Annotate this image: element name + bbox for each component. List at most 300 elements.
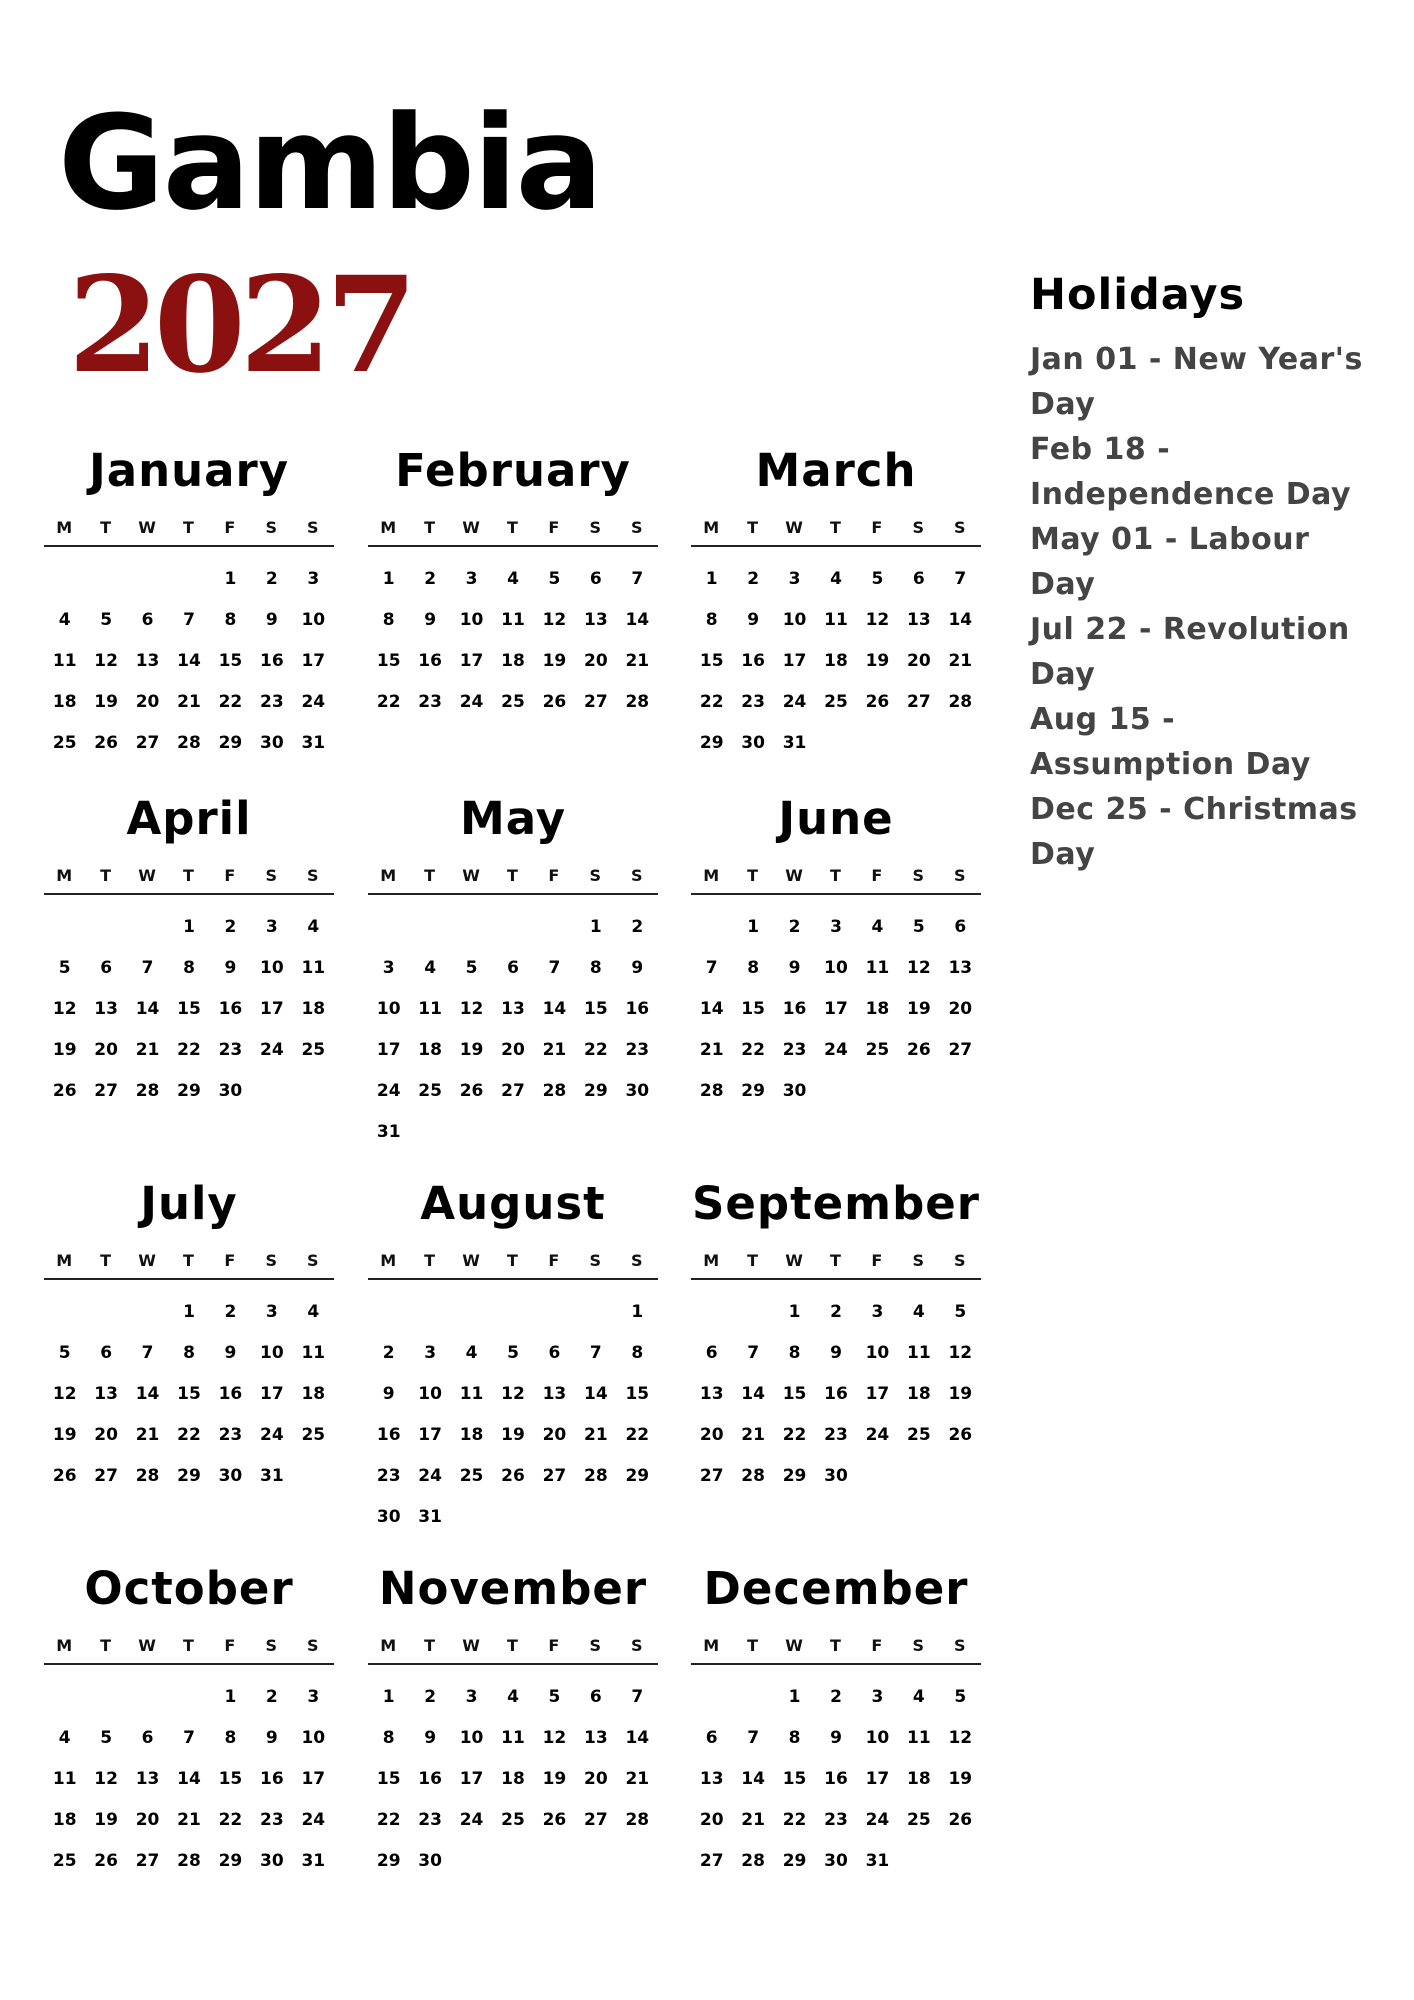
day-cell: 3 <box>382 958 395 978</box>
day-cell: 24 <box>459 692 484 712</box>
day-cell: 23 <box>741 692 765 712</box>
day-cell: 28 <box>741 1466 765 1486</box>
day-cell: 6 <box>100 1343 113 1363</box>
day-cell: 3 <box>871 1302 884 1322</box>
day-cell: 8 <box>788 1728 801 1748</box>
day-cell: 24 <box>260 1040 284 1060</box>
month-name: August <box>420 1177 606 1230</box>
day-cell: 5 <box>507 1343 519 1363</box>
day-cell: 31 <box>782 733 807 753</box>
month-name: January <box>88 444 290 497</box>
day-cell: 9 <box>265 610 278 630</box>
day-cell: 23 <box>418 1810 442 1830</box>
day-cell: 31 <box>301 1851 326 1871</box>
day-cell: 4 <box>424 958 437 978</box>
day-cell: 13 <box>699 1769 724 1789</box>
day-cell: 17 <box>782 651 807 671</box>
weekday-label: F <box>224 518 237 537</box>
day-cell: 3 <box>465 569 478 589</box>
month-october <box>44 1558 334 1882</box>
day-cell: 16 <box>418 1769 442 1789</box>
day-cell: 1 <box>382 569 395 589</box>
day-cell: 15 <box>741 999 765 1019</box>
day-cell: 30 <box>218 1466 243 1486</box>
day-cell: 17 <box>418 1425 442 1445</box>
month-name: February <box>395 444 631 497</box>
country-title: Gambia <box>58 87 602 239</box>
day-cell: 2 <box>265 1687 278 1707</box>
day-cell: 23 <box>824 1425 848 1445</box>
weekday-label: F <box>224 1251 237 1270</box>
day-cell: 10 <box>301 1728 326 1748</box>
weekday-label: T <box>507 866 519 885</box>
day-cell: 1 <box>788 1687 801 1707</box>
weekday-header <box>691 866 981 895</box>
day-cell: 1 <box>382 1687 395 1707</box>
weekday-label: S <box>630 866 644 885</box>
weekday-label: S <box>306 866 320 885</box>
day-cell: 26 <box>52 1466 77 1486</box>
day-cell: 15 <box>782 1384 807 1404</box>
day-cell: 13 <box>584 610 608 630</box>
weekday-label: T <box>424 518 437 537</box>
day-cell: 15 <box>376 651 401 671</box>
day-cell: 25 <box>418 1081 442 1101</box>
day-cell: 26 <box>948 1810 973 1830</box>
month-name: March <box>755 444 917 497</box>
weekday-label: W <box>785 866 804 885</box>
day-cell: 8 <box>631 1343 644 1363</box>
day-cell: 10 <box>865 1728 890 1748</box>
day-cell: 3 <box>871 1687 884 1707</box>
day-cell: 27 <box>584 1810 608 1830</box>
day-cell: 2 <box>424 569 437 589</box>
weekday-label: T <box>747 1636 760 1655</box>
day-cell: 21 <box>542 1040 567 1060</box>
day-cell: 8 <box>224 1728 237 1748</box>
day-cell: 21 <box>625 651 650 671</box>
day-cell: 7 <box>183 610 195 630</box>
day-cell: 22 <box>741 1040 765 1060</box>
day-cell: 8 <box>382 1728 395 1748</box>
day-empty <box>451 1292 492 1333</box>
weekday-label: M <box>380 518 398 537</box>
day-cell: 31 <box>260 1466 284 1486</box>
day-cell: 27 <box>94 1466 118 1486</box>
day-cell: 21 <box>741 1425 765 1445</box>
day-empty <box>127 907 168 948</box>
day-cell: 11 <box>865 958 890 978</box>
weekday-label: M <box>56 1251 74 1270</box>
day-cell: 10 <box>376 999 401 1019</box>
weekday-label: T <box>507 1636 519 1655</box>
day-empty <box>691 1292 732 1333</box>
day-cell: 7 <box>141 958 154 978</box>
weekday-label: T <box>183 866 195 885</box>
day-cell: 24 <box>301 1810 326 1830</box>
day-cell: 29 <box>177 1466 201 1486</box>
day-cell: 23 <box>625 1040 650 1060</box>
day-cell: 19 <box>865 651 890 671</box>
day-cell: 26 <box>542 1810 567 1830</box>
day-cell: 9 <box>224 958 237 978</box>
day-cell: 3 <box>265 917 278 937</box>
day-cell: 10 <box>418 1384 442 1404</box>
weekday-label: W <box>462 1251 481 1270</box>
weekday-label: T <box>424 866 437 885</box>
day-cell: 25 <box>907 1810 931 1830</box>
day-cell: 11 <box>52 651 77 671</box>
day-cell: 9 <box>224 1343 237 1363</box>
day-cell: 19 <box>907 999 931 1019</box>
day-grid <box>368 547 658 723</box>
day-cell: 26 <box>948 1425 973 1445</box>
month-name: December <box>703 1562 969 1615</box>
day-cell: 10 <box>782 610 807 630</box>
weekday-label: M <box>380 1636 398 1655</box>
day-cell: 3 <box>307 569 320 589</box>
day-cell: 16 <box>260 1769 284 1789</box>
day-cell: 7 <box>183 1728 195 1748</box>
weekday-label: F <box>871 1636 884 1655</box>
day-cell: 23 <box>260 1810 284 1830</box>
day-cell: 22 <box>376 692 401 712</box>
month-name: June <box>778 792 894 845</box>
day-cell: 20 <box>699 1810 724 1830</box>
day-cell: 8 <box>382 610 395 630</box>
day-cell: 19 <box>459 1040 484 1060</box>
day-cell: 5 <box>954 1302 967 1322</box>
day-cell: 5 <box>100 1728 113 1748</box>
weekday-label: S <box>265 1636 279 1655</box>
day-cell: 24 <box>260 1425 284 1445</box>
day-cell: 3 <box>265 1302 278 1322</box>
day-cell: 17 <box>301 1769 326 1789</box>
day-cell: 9 <box>830 1728 842 1748</box>
day-cell: 12 <box>501 1384 525 1404</box>
month-name: April <box>126 792 252 845</box>
day-cell: 12 <box>865 610 890 630</box>
day-cell: 5 <box>912 917 925 937</box>
day-cell: 28 <box>625 1810 650 1830</box>
day-grid <box>691 1280 981 1497</box>
day-cell: 21 <box>741 1810 765 1830</box>
day-cell: 18 <box>907 1384 931 1404</box>
weekday-label: W <box>462 1636 481 1655</box>
day-cell: 30 <box>741 733 765 753</box>
day-cell: 10 <box>260 1343 284 1363</box>
day-cell: 3 <box>424 1343 437 1363</box>
day-cell: 26 <box>94 733 118 753</box>
day-cell: 27 <box>542 1466 567 1486</box>
day-cell: 1 <box>589 917 602 937</box>
day-cell: 26 <box>459 1081 484 1101</box>
day-empty <box>168 1677 209 1718</box>
day-cell: 7 <box>747 1728 760 1748</box>
holiday-item: Feb 18 - Independence Day <box>1030 432 1352 513</box>
day-cell: 30 <box>260 1851 284 1871</box>
day-cell: 23 <box>260 692 284 712</box>
day-cell: 27 <box>135 1851 160 1871</box>
day-empty <box>691 1677 732 1718</box>
day-empty <box>534 907 575 948</box>
day-empty <box>168 559 209 600</box>
day-cell: 4 <box>58 1728 71 1748</box>
day-cell: 4 <box>307 1302 320 1322</box>
weekday-label: S <box>265 518 279 537</box>
weekday-label: T <box>747 1251 760 1270</box>
day-cell: 22 <box>376 1810 401 1830</box>
day-cell: 16 <box>218 999 243 1019</box>
weekday-label: S <box>589 518 603 537</box>
day-cell: 30 <box>418 1851 442 1871</box>
weekday-label: W <box>462 866 481 885</box>
day-cell: 14 <box>625 610 650 630</box>
day-cell: 18 <box>501 1769 525 1789</box>
day-cell: 11 <box>459 1384 484 1404</box>
day-cell: 13 <box>135 1769 160 1789</box>
day-cell: 22 <box>584 1040 608 1060</box>
day-cell: 12 <box>542 610 567 630</box>
day-cell: 4 <box>871 917 884 937</box>
day-cell: 5 <box>100 610 113 630</box>
day-cell: 26 <box>52 1081 77 1101</box>
day-cell: 20 <box>94 1040 118 1060</box>
day-cell: 1 <box>183 917 195 937</box>
holiday-item: Dec 25 - Christmas Day <box>1030 792 1358 873</box>
day-cell: 25 <box>907 1425 931 1445</box>
day-cell: 3 <box>830 917 842 937</box>
day-cell: 4 <box>465 1343 478 1363</box>
day-cell: 4 <box>830 569 842 589</box>
month-may <box>368 788 658 1153</box>
day-cell: 20 <box>948 999 973 1019</box>
day-cell: 8 <box>747 958 760 978</box>
weekday-label: T <box>100 1251 113 1270</box>
weekday-header <box>691 518 981 547</box>
weekday-label: S <box>589 1636 603 1655</box>
weekday-header <box>691 1251 981 1280</box>
day-cell: 29 <box>741 1081 765 1101</box>
day-cell: 11 <box>52 1769 77 1789</box>
weekday-label: M <box>380 866 398 885</box>
day-cell: 30 <box>625 1081 650 1101</box>
day-cell: 24 <box>782 692 807 712</box>
day-cell: 12 <box>52 999 77 1019</box>
day-cell: 31 <box>865 1851 890 1871</box>
day-empty <box>451 907 492 948</box>
day-cell: 22 <box>699 692 724 712</box>
day-cell: 6 <box>589 1687 602 1707</box>
day-empty <box>44 1292 85 1333</box>
day-cell: 21 <box>584 1425 608 1445</box>
day-cell: 13 <box>501 999 525 1019</box>
weekday-label: T <box>830 1636 842 1655</box>
day-cell: 20 <box>542 1425 567 1445</box>
day-cell: 12 <box>907 958 931 978</box>
day-grid <box>44 1280 334 1497</box>
month-december <box>691 1558 981 1882</box>
day-cell: 13 <box>948 958 973 978</box>
day-cell: 20 <box>501 1040 525 1060</box>
weekday-label: S <box>306 518 320 537</box>
day-cell: 3 <box>465 1687 478 1707</box>
day-cell: 30 <box>782 1081 807 1101</box>
day-cell: 18 <box>52 692 77 712</box>
day-cell: 28 <box>948 692 973 712</box>
weekday-label: F <box>548 518 561 537</box>
day-cell: 23 <box>218 1040 243 1060</box>
day-cell: 16 <box>218 1384 243 1404</box>
weekday-label: T <box>100 866 113 885</box>
weekday-label: W <box>138 1636 157 1655</box>
day-cell: 12 <box>948 1728 973 1748</box>
day-cell: 24 <box>824 1040 848 1060</box>
weekday-label: T <box>183 1636 195 1655</box>
day-cell: 21 <box>135 1425 160 1445</box>
weekday-label: S <box>306 1636 320 1655</box>
day-cell: 28 <box>177 1851 201 1871</box>
day-cell: 25 <box>301 1040 326 1060</box>
day-cell: 4 <box>507 1687 519 1707</box>
weekday-header <box>368 518 658 547</box>
day-cell: 10 <box>459 610 484 630</box>
day-cell: 29 <box>699 733 724 753</box>
month-august <box>368 1173 658 1538</box>
day-cell: 2 <box>382 1343 395 1363</box>
day-cell: 2 <box>224 1302 237 1322</box>
day-cell: 2 <box>265 569 278 589</box>
day-cell: 21 <box>948 651 973 671</box>
holiday-list <box>1030 337 1380 877</box>
weekday-label: T <box>830 866 842 885</box>
day-cell: 17 <box>865 1384 890 1404</box>
day-cell: 20 <box>699 1425 724 1445</box>
day-cell: 7 <box>631 1687 644 1707</box>
month-name: November <box>378 1562 648 1615</box>
day-cell: 21 <box>699 1040 724 1060</box>
day-cell: 24 <box>376 1081 401 1101</box>
day-cell: 4 <box>507 569 519 589</box>
day-cell: 18 <box>52 1810 77 1830</box>
day-cell: 15 <box>376 1769 401 1789</box>
calendar-grid <box>44 440 994 1920</box>
day-cell: 5 <box>871 569 884 589</box>
day-cell: 25 <box>301 1425 326 1445</box>
weekday-label: W <box>785 1636 804 1655</box>
day-cell: 27 <box>135 733 160 753</box>
day-empty <box>127 1292 168 1333</box>
day-cell: 29 <box>625 1466 650 1486</box>
day-cell: 6 <box>589 569 602 589</box>
day-cell: 19 <box>94 1810 118 1830</box>
day-empty <box>44 907 85 948</box>
day-grid <box>368 1665 658 1882</box>
day-cell: 6 <box>912 569 925 589</box>
day-empty <box>575 1292 616 1333</box>
day-cell: 20 <box>135 692 160 712</box>
day-cell: 19 <box>52 1040 77 1060</box>
day-cell: 2 <box>424 1687 437 1707</box>
day-cell: 9 <box>788 958 801 978</box>
day-cell: 26 <box>94 1851 118 1871</box>
day-cell: 29 <box>782 1851 807 1871</box>
weekday-label: S <box>912 1636 926 1655</box>
weekday-label: T <box>100 1636 113 1655</box>
day-cell: 11 <box>501 610 525 630</box>
day-cell: 27 <box>501 1081 525 1101</box>
day-cell: 9 <box>424 610 437 630</box>
day-cell: 13 <box>907 610 931 630</box>
month-november <box>368 1558 658 1882</box>
holiday-item: Jan 01 - New Year's Day <box>1030 342 1363 423</box>
day-cell: 27 <box>948 1040 973 1060</box>
day-cell: 5 <box>465 958 478 978</box>
day-grid <box>691 1665 981 1882</box>
day-cell: 10 <box>865 1343 890 1363</box>
day-cell: 22 <box>177 1040 201 1060</box>
day-cell: 18 <box>501 651 525 671</box>
day-cell: 23 <box>418 692 442 712</box>
day-cell: 21 <box>135 1040 160 1060</box>
day-cell: 6 <box>954 917 967 937</box>
day-empty <box>127 1677 168 1718</box>
day-cell: 9 <box>830 1343 842 1363</box>
day-cell: 22 <box>782 1425 807 1445</box>
day-cell: 16 <box>824 1384 848 1404</box>
day-cell: 5 <box>58 958 71 978</box>
day-empty <box>85 907 126 948</box>
day-cell: 7 <box>589 1343 602 1363</box>
day-grid <box>691 895 981 1112</box>
day-cell: 11 <box>501 1728 525 1748</box>
day-cell: 18 <box>459 1425 484 1445</box>
day-cell: 1 <box>224 569 237 589</box>
day-cell: 6 <box>705 1343 718 1363</box>
day-cell: 13 <box>94 1384 118 1404</box>
day-empty <box>409 907 450 948</box>
day-cell: 17 <box>824 999 848 1019</box>
day-cell: 16 <box>376 1425 401 1445</box>
day-cell: 21 <box>177 1810 201 1830</box>
day-cell: 14 <box>177 1769 201 1789</box>
day-cell: 10 <box>301 610 326 630</box>
day-empty <box>44 1677 85 1718</box>
day-cell: 21 <box>177 692 201 712</box>
weekday-label: F <box>224 866 237 885</box>
day-cell: 11 <box>907 1728 931 1748</box>
day-cell: 1 <box>631 1302 644 1322</box>
day-cell: 8 <box>224 610 237 630</box>
day-cell: 18 <box>301 1384 326 1404</box>
day-cell: 15 <box>218 1769 243 1789</box>
day-cell: 18 <box>418 1040 442 1060</box>
day-cell: 29 <box>218 1851 243 1871</box>
day-empty <box>492 907 533 948</box>
day-cell: 22 <box>218 1810 243 1830</box>
day-cell: 18 <box>301 999 326 1019</box>
weekday-label: T <box>747 518 760 537</box>
day-cell: 23 <box>218 1425 243 1445</box>
day-cell: 9 <box>631 958 644 978</box>
weekday-label: W <box>785 518 804 537</box>
day-cell: 30 <box>824 1466 848 1486</box>
day-cell: 20 <box>584 651 608 671</box>
day-cell: 17 <box>260 1384 284 1404</box>
month-name: July <box>140 1177 238 1230</box>
weekday-header <box>691 1636 981 1665</box>
day-cell: 30 <box>824 1851 848 1871</box>
